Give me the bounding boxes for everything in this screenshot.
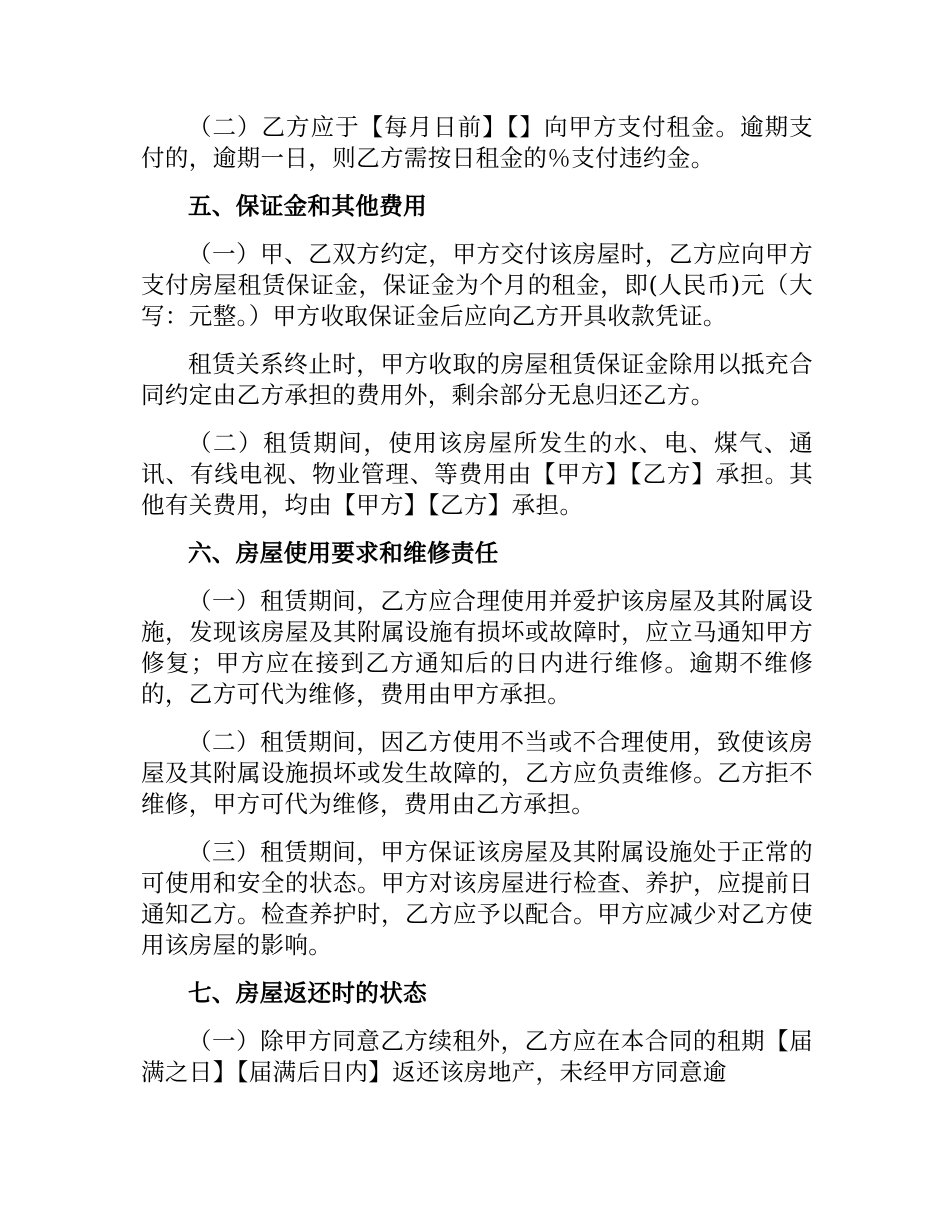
paragraph-maintenance-landlord: （一）租赁期间，乙方应合理使用并爱护该房屋及其附属设施，发现该房屋及其附属设施有损坏或故障时，应立马通知甲方修复；甲方应在接到乙方通知后的日内进行维修。逾期不维修的，乙方可代为维修，费用由甲方承担。 (141, 587, 813, 708)
paragraph-rent-payment: （二）乙方应于【每月日前】【】向甲方支付租金。逾期支付的，逾期一日，则乙方需按日租金的％支付违约金。 (141, 113, 813, 172)
paragraph-deposit-amount: （一）甲、乙双方约定，甲方交付该房屋时，乙方应向甲方支付房屋租赁保证金，保证金为个月的租金，即(人民币)元（大写：元整。）甲方收取保证金后应向乙方开具收款凭证。 (141, 240, 813, 330)
section-heading-deposit: 五、保证金和其他费用 (188, 192, 427, 220)
paragraph-inspection: （三）租赁期间，甲方保证该房屋及其附属设施处于正常的可使用和安全的状态。甲方对该房屋进行检查、养护，应提前日通知乙方。检查养护时，乙方应予以配合。甲方应减少对乙方使用该房屋的影响。 (141, 838, 813, 959)
paragraph-other-fees: （二）租赁期间，使用该房屋所发生的水、电、煤气、通讯、有线电视、物业管理、等费用由【甲方】【乙方】承担。其他有关费用，均由【甲方】【乙方】承担。 (141, 429, 813, 519)
paragraph-deposit-return: 租赁关系终止时，甲方收取的房屋租赁保证金除用以抵充合同约定由乙方承担的费用外，剩余部分无息归还乙方。 (141, 350, 813, 409)
section-heading-usage-maintenance: 六、房屋使用要求和维修责任 (188, 539, 499, 567)
section-heading-return-condition: 七、房屋返还时的状态 (188, 979, 427, 1007)
paragraph-maintenance-tenant: （二）租赁期间，因乙方使用不当或不合理使用，致使该房屋及其附属设施损坏或发生故障的，乙方应负责维修。乙方拒不维修，甲方可代为维修，费用由乙方承担。 (141, 728, 813, 818)
paragraph-return-property: （一）除甲方同意乙方续租外，乙方应在本合同的租期【届满之日】【届满后日内】返还该房地产，未经甲方同意逾 (141, 1027, 813, 1086)
document-page (141, 112, 813, 1105)
